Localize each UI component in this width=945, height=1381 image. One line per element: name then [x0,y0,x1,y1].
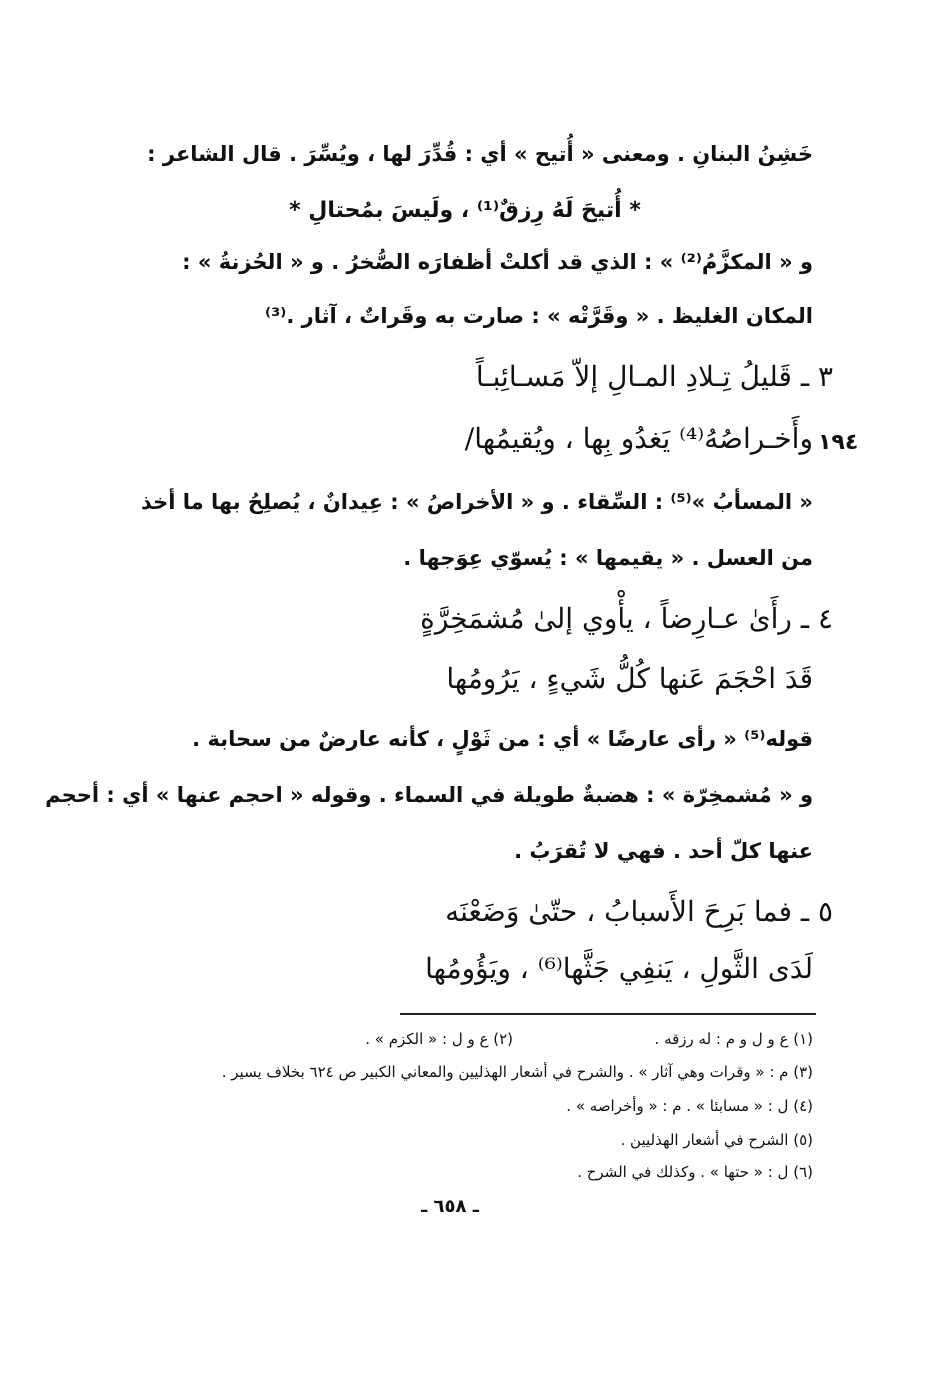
verse-4-first-hemistich: ٤ ـ رأَىٰ عـارِضاً ، يأْوي إلىٰ مُشمَخِرَّةٍ [420,602,833,635]
footnote-2: (٢) ع و ل : « الكزم » . [365,1030,513,1048]
prose-line-5: « المسأبُ »⁽⁵⁾ : السِّقاء . و « الأخراصُ » : عِيدانٌ ، يُصلِحُ بها ما أخذ [141,490,813,514]
footnote-4: (٤) ل : « مسابئا » . م : « وأخراصه » . [566,1097,813,1115]
footnote-6: (٦) ل : « حتها » . وكذلك في الشرح . [577,1163,813,1181]
footnote-3: (٣) م : « وقرات وهي آثار » . والشرح في أشعار الهذليين والمعاني الكبير ص ٦٢٤ بخلاف يسير . [221,1063,813,1081]
page-number: ـ ٦٥٨ ـ [421,1196,479,1217]
prose-line-6: من العسل . « يقيمها » : يُسوّي عِوَجها . [403,546,813,570]
prose-line-8: و « مُشمخِرّة » : هضبةٌ طويلة في السماء . وقوله « احجم عنها » أي : أحجم [45,783,813,807]
verse-3-second-hemistich: وأَخـراصُهُ⁽⁴⁾ يَغدُو بِها ، ويُقيمُها/ [464,422,813,455]
quoted-hemistich: * أُتيحَ لَهُ رِزقٌ⁽¹⁾ ، ولَيسَ بمُحتالِ * [289,198,641,223]
footnote-separator [400,1013,816,1015]
prose-line-4: المكان الغليظ . « وقَرَّتْه » : صارت به وقَراتٌ ، آثار .⁽³⁾ [265,304,813,328]
verse-3-first-hemistich: ٣ ـ قَليلُ تِـلادِ المـالِ إلاّ مَسـائِبـاً [475,360,833,393]
prose-line-7: قوله⁽⁵⁾ « رأى عارضًا » أي : من ثَوْلٍ ، كأنه عارضٌ من سحابة . [192,727,813,751]
prose-line-9: عنها كلّ أحد . فهي لا تُقرَبُ . [514,839,813,863]
verse-5-first-hemistich: ٥ ـ فما بَرِحَ الأَسبابُ ، حتّىٰ وَضَعْنَه [445,895,833,928]
footnote-1: (١) ع و ل و م : له رزقه . [654,1030,813,1048]
prose-line-1: خَشِنُ البنانِ . ومعنى « أُتيح » أي : قُدِّرَ لها ، ويُسِّرَ . قال الشاعر : [147,142,813,166]
prose-line-3: و « المكزَّمُ⁽²⁾ » : الذي قد أكلتْ أظفارَه الصُّخرُ . و « الحُزنةُ » : [182,250,813,274]
footnote-5: (٥) الشرح في أشعار الهذليين . [620,1131,813,1149]
verse-5-second-hemistich: لَدَى الثَّولِ ، يَنفِي جَثَّها⁽⁶⁾ ، ويَؤُومُها [425,952,813,985]
margin-page-reference: ١٩٤ [818,430,859,455]
verse-4-second-hemistich: قَدَ احْجَمَ عَنها كُلُّ شَيءٍ ، يَرُومُها [446,662,813,695]
